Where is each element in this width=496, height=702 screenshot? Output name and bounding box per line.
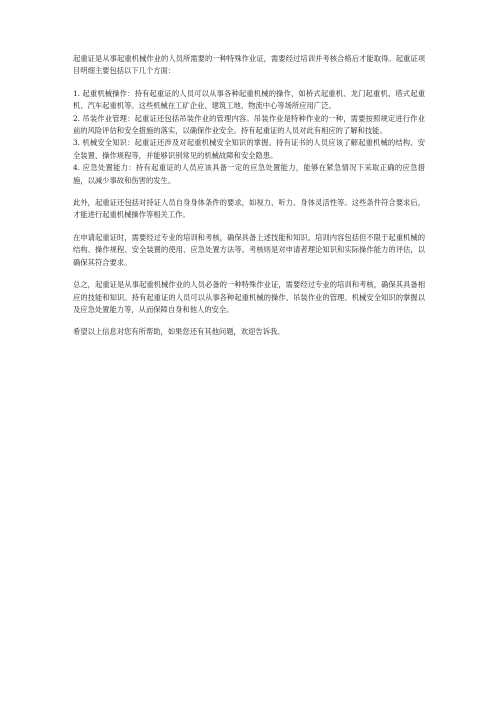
- exam-paragraph: 在申请起重证时，需要经过专业的培训和考核，确保具备上述技能和知识。培训内容包括但不限于起重机械的结构、操作规程、安全装置的使用、应急处置方法等。考核则是对申请者理论知识和实际操作能力的评估，以确保其符合要求。: [73, 232, 425, 267]
- intro-paragraph: 起重证是从事起重机械作业的人员所需要的一种特殊作业证，需要经过培训并考核合格后才能取得。起重证项目明细主要包括以下几个方面：: [73, 54, 425, 76]
- list-item: 1. 起重机械操作：持有起重证的人员可以从事各种起重机械的操作，如桥式起重机、龙门起重机、塔式起重机、汽车起重机等。这些机械在工矿企业、建筑工地、物流中心等场所应用广泛。: [73, 88, 425, 111]
- list-item: 4. 应急处置能力：持有起重证的人员应该具备一定的应急处置能力，能够在紧急情况下采取正确的应急措施，以减少事故和伤害的发生。: [73, 163, 425, 185]
- item-list: [73, 88, 425, 187]
- list-item: 3. 机械安全知识：起重证还涉及对起重机械安全知识的掌握。持有证书的人员应该了解起重机械的结构、安全装置、操作规程等，并能够识别常见的机械故障和安全隐患。: [73, 138, 425, 160]
- summary-paragraph: 总之，起重证是从事起重机械作业的人员必备的一种特殊作业证，需要经过专业的培训和考核，确保其具备相应的技能和知识。持有起重证的人员可以从事各种起重机械的操作、吊装作业的管理、机械安全知识的掌握以及应急处置能力等，从而保障自身和他人的安全。: [73, 280, 425, 314]
- document-body: [73, 53, 425, 349]
- closing-paragraph: 希望以上信息对您有所帮助，如果您还有其他问题，欢迎告诉我。: [73, 327, 285, 337]
- conditions-paragraph: 此外，起重证还包括对持证人员自身身体条件的要求，如视力、听力、身体灵活性等。这些条件符合要求后，才能进行起重机械操作等相关工作。: [73, 198, 425, 220]
- list-item: 2. 吊装作业管理：起重证还包括吊装作业的管理内容。吊装作业是特种作业的一种，需要按照规定进行作业前的风险评估和安全措施的落实，以确保作业安全。持有起重证的人员对此有相应的了解和技能。: [73, 113, 425, 136]
